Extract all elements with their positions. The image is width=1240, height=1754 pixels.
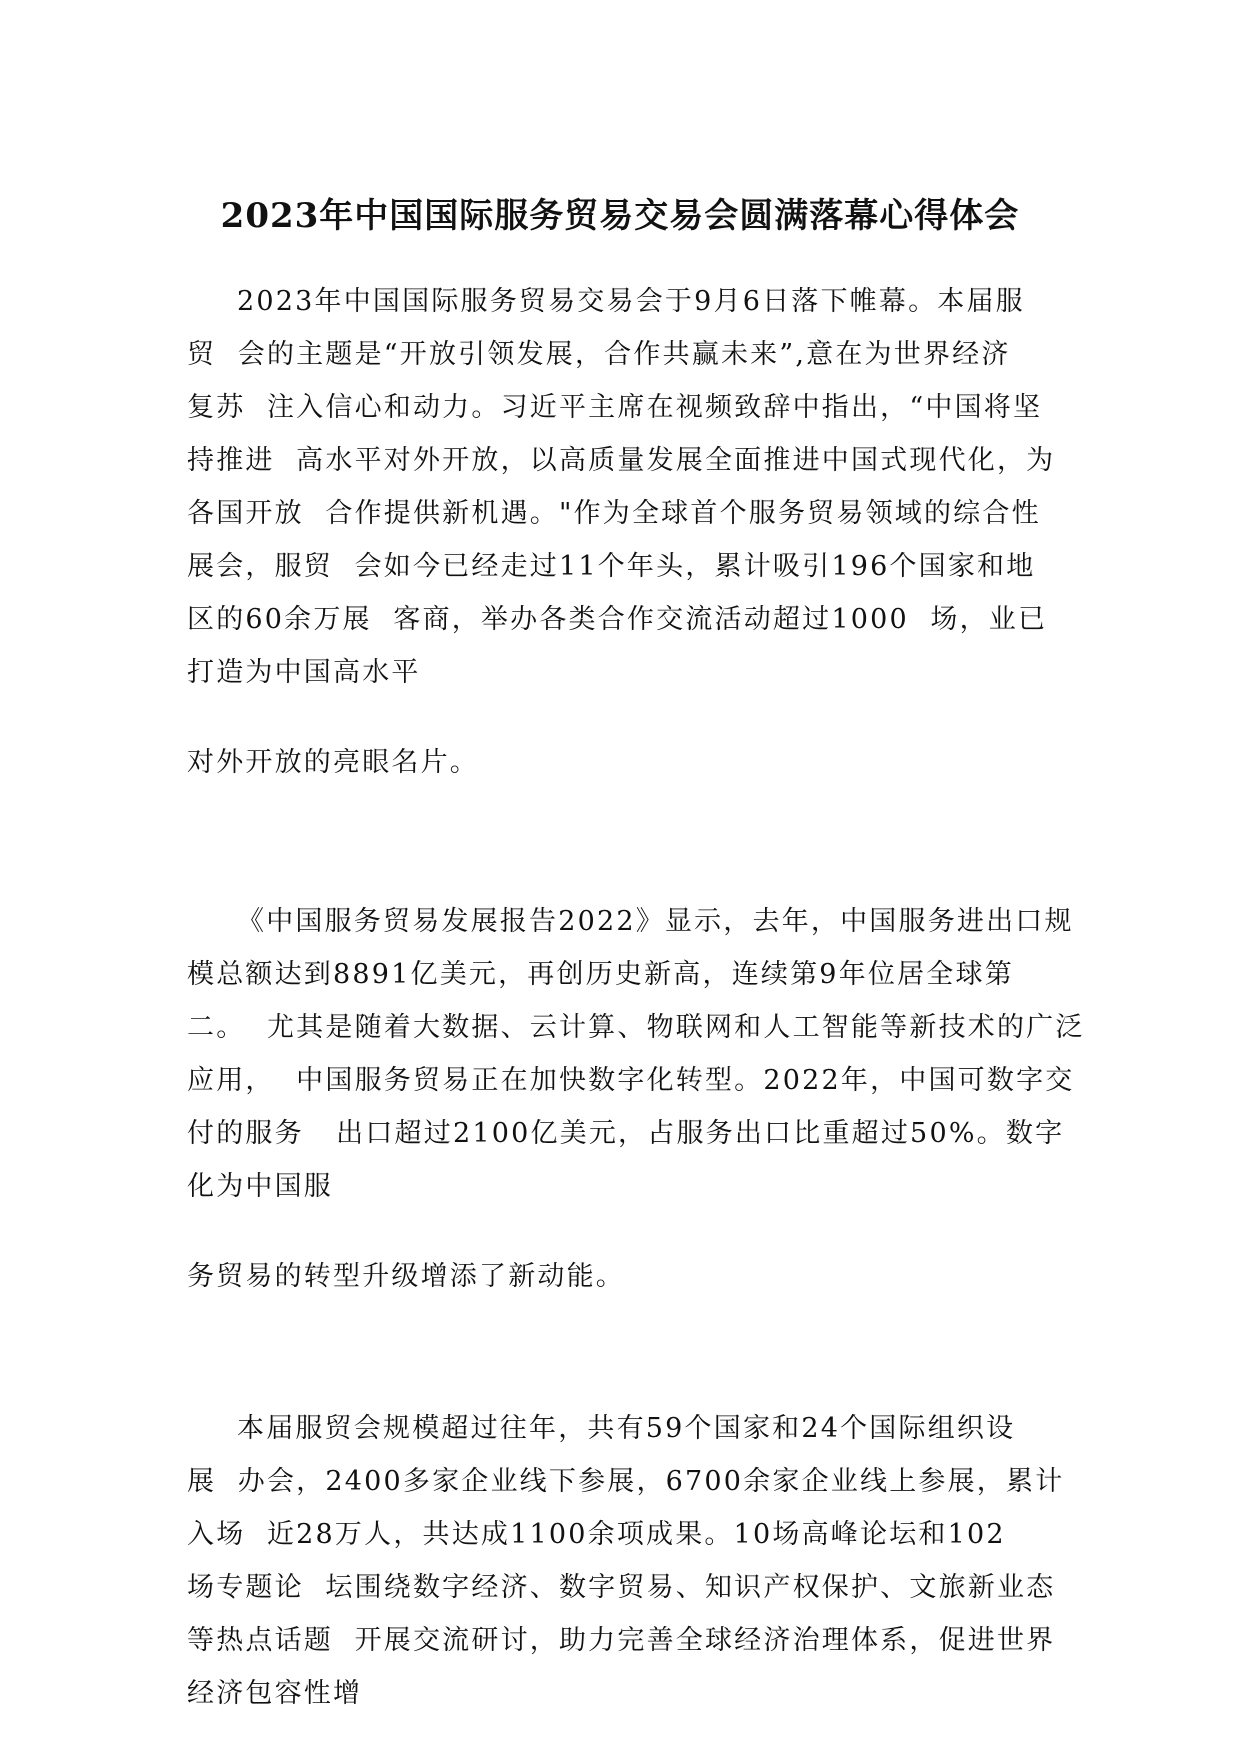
- paragraph-2-line-1: 《中国服务贸易发展报告2022》显示，去年，中国服务进出口规: [237, 906, 1074, 937]
- paragraph-1-line-2: 贸 会的主题是“开放引领发展，合作共赢未来”,意在为世界经济: [187, 339, 1011, 370]
- paragraph-3-line-1: 本届服贸会规模超过往年，共有59个国家和24个国际组织设: [237, 1413, 1016, 1444]
- paragraph-1-line-1: 2023年中国国际服务贸易交易会于9月6日落下帷幕。本届服: [237, 286, 1025, 317]
- document-title: 2023年中国国际服务贸易交易会圆满落幕心得体会: [220, 196, 1020, 236]
- paragraph-3-line-4: 场专题论 坛围绕数字经济、数字贸易、知识产权保护、文旅新业态: [187, 1572, 1056, 1603]
- paragraph-2-line-6: 化为中国服: [187, 1171, 333, 1202]
- paragraph-2-line-5: 付的服务 出口超过2100亿美元，占服务出口比重超过50%。数字: [187, 1118, 1065, 1149]
- paragraph-2-line-7: 务贸易的转型升级增添了新动能。: [187, 1261, 625, 1292]
- paragraph-1-line-5: 各国开放 合作提供新机遇。"作为全球首个服务贸易领域的综合性: [187, 498, 1041, 529]
- paragraph-2-line-2: 模总额达到8891亿美元，再创历史新高，连续第9年位居全球第: [187, 959, 1014, 990]
- paragraph-1-line-7: 区的60余万展 客商，举办各类合作交流活动超过1000 场，业已: [187, 604, 1048, 635]
- paragraph-2-line-4: 应用， 中国服务贸易正在加快数字化转型。2022年，中国可数字交: [187, 1065, 1075, 1096]
- paragraph-1-line-4: 持推进 高水平对外开放，以高质量发展全面推进中国式现代化，为: [187, 445, 1056, 476]
- paragraph-1-line-8: 打造为中国高水平: [187, 657, 421, 688]
- paragraph-2-line-3: 二。 尤其是随着大数据、云计算、物联网和人工智能等新技术的广泛: [187, 1012, 1085, 1043]
- paragraph-3-line-3: 入场 近28万人，共达成1100余项成果。10场高峰论坛和102: [187, 1519, 1006, 1550]
- paragraph-1-line-3: 复苏 注入信心和动力。习近平主席在视频致辞中指出，“中国将坚: [187, 392, 1043, 423]
- paragraph-3-line-5: 等热点话题 开展交流研讨，助力完善全球经济治理体系，促进世界: [187, 1625, 1056, 1656]
- paragraph-3-line-6: 经济包容性增: [187, 1678, 363, 1709]
- paragraph-1-line-6: 展会，服贸 会如今已经走过11个年头，累计吸引196个国家和地: [187, 551, 1036, 582]
- paragraph-3-line-2: 展 办会，2400多家企业线下参展，6700余家企业线上参展，累计: [187, 1466, 1065, 1497]
- paragraph-1-line-9: 对外开放的亮眼名片。: [187, 747, 479, 778]
